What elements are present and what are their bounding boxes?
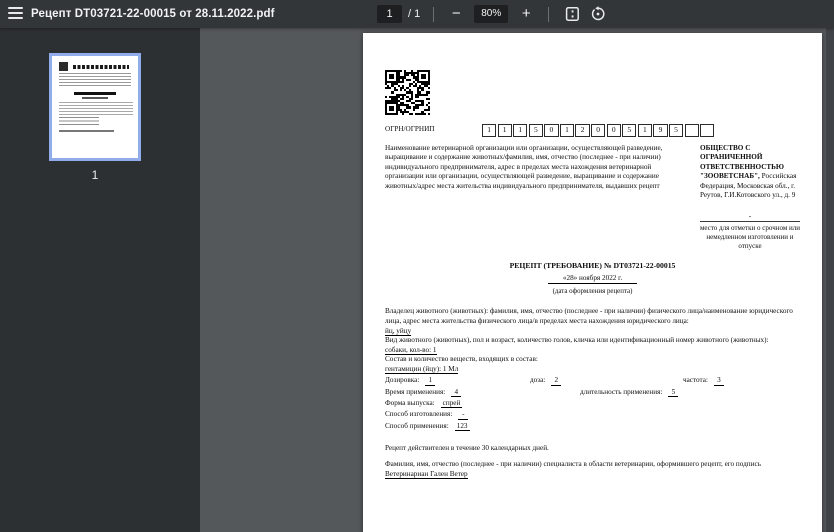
vertical-scrollbar[interactable] [826, 28, 834, 532]
thumbnail-subtitle-bar [82, 97, 108, 99]
specialist-line [385, 460, 802, 479]
prescription-body [385, 307, 802, 479]
organization-address: Российская Федерация, Московская обл., г. Реутов, Г.И.Котовского ул., д. 9 [700, 172, 797, 200]
ogrn-digit-cell [685, 124, 699, 137]
ogrn-digit-cell: 1 [498, 124, 512, 137]
document-viewport[interactable] [200, 28, 834, 532]
ogrn-label: ОГРН/ОГРНИП [385, 125, 435, 134]
organization-name: ОБЩЕСТВО С ОГРАНИЧЕННОЙ ОТВЕТСТВЕННОСТЬЮ "ЗООВЕТСНАБ", [700, 143, 785, 181]
page-thumbnail[interactable] [49, 53, 141, 161]
owner-label: Владелец животного (животных): фамилия, имя, отчество (последнее - при наличии) физического лица/наименование юридического лица, адрес места жительства физического лица/в пределах места нахождения юридического лица: [385, 307, 793, 325]
application-field: Способ применения: 123 [385, 421, 468, 430]
application-row [385, 422, 802, 432]
thumbnail-text-lines [59, 73, 131, 88]
dosage-field: Дозировка: 1 [385, 376, 435, 386]
qr-finder-top-right [417, 70, 430, 83]
hamburger-menu-icon[interactable] [8, 7, 24, 21]
owner-value: йц, уйцу [385, 326, 412, 335]
ogrn-digit-cell: 0 [544, 124, 558, 137]
zoom-level-display[interactable]: 80% [474, 5, 508, 23]
toolbar-divider [548, 7, 549, 22]
zoom-in-button[interactable]: + [521, 5, 531, 22]
toolbar-controls [377, 0, 614, 28]
form-row [385, 399, 802, 409]
thumbnail-page-preview [52, 56, 138, 158]
thumbnail-text-lines [59, 102, 133, 115]
composition-value: гентамицин (йцу): 1 Мл [385, 364, 459, 373]
dose-field: доза: 2 [530, 376, 561, 386]
ogrn-digit-cell: 1 [482, 124, 496, 137]
animal-value: собаки, кол-во: 1 [385, 345, 437, 354]
dosage-row [385, 376, 802, 386]
duration-field: длительность применения: 5 [580, 388, 678, 398]
urgent-rule [700, 221, 800, 222]
thumbnail-text-lines [59, 117, 99, 127]
organization-description: Наименование ветеринарной организации или организации, осуществляющей разведение, выращивание и содержание животных/фамилия, имя, отчество (последнее - при наличии) индивидуального предпринимателя, адрес в пределах места нахождения ветеринарной организации или организации, осуществляющей разведение, выращивание и содержание животных/адрес места жительства индивидуального предпринимателя, выдавших рецепт [385, 143, 663, 190]
page-number-input[interactable]: 1 [377, 5, 402, 23]
date-caption: (дата оформления рецепта) [552, 287, 633, 295]
frequency-value: 3 [714, 376, 724, 385]
qr-finder-bottom-left [385, 102, 398, 115]
composition-label: Состав и количество веществ, входящих в состав: [385, 355, 538, 364]
rotate-counterclockwise-icon[interactable] [588, 0, 608, 28]
dose-value: 2 [551, 376, 561, 385]
ogrn-digit-cell: 9 [653, 124, 667, 137]
organization-column [700, 144, 800, 252]
application-value: 123 [456, 421, 468, 430]
ogrn-digit-cell: 1 [513, 124, 527, 137]
document-title: Рецепт DT03721-22-00015 от 28.11.2022.pdf [31, 8, 275, 20]
duration-value: 5 [668, 388, 678, 397]
manufacture-field: Способ изготовления: - [385, 410, 468, 420]
thumbnail-digit-row [73, 65, 129, 69]
page-count-label: / 1 [408, 8, 421, 20]
urgent-mark-value: - [748, 212, 752, 221]
prescription-date: «28» ноября 2022 г. [363, 274, 822, 284]
pdf-toolbar [0, 0, 834, 28]
qr-finder-top-left [385, 70, 398, 83]
manufacture-value: - [458, 410, 468, 419]
thumbnail-sidebar [0, 28, 200, 532]
prescription-title: РЕЦЕПТ (ТРЕБОВАНИЕ) № DT03721-22-00015 [509, 261, 676, 271]
ogrn-digit-cell: 2 [575, 124, 589, 137]
thumbnail-title-bar [74, 92, 116, 95]
toolbar-divider [433, 7, 434, 22]
animal-label: Вид животного (животных), пол и возраст, количество голов, кличка или идентификационный номер животного (животных): [385, 336, 769, 345]
ogrn-digit-row [482, 124, 716, 137]
ogrn-digit-cell: 5 [669, 124, 683, 137]
pdf-page [363, 33, 822, 532]
time-row [385, 388, 802, 398]
ogrn-digit-cell: 5 [529, 124, 543, 137]
specialist-value: Ветеринариан Гален Ветер [385, 469, 468, 478]
manufacture-row [385, 410, 802, 420]
ogrn-digit-cell [700, 124, 714, 137]
dosage-value: 1 [425, 376, 435, 385]
urgent-note: место для отметки о срочном или немедленном изготовлении и отпуске [700, 224, 800, 251]
zoom-out-button[interactable]: − [451, 5, 461, 22]
thumbnail-qr-mark [59, 62, 68, 71]
validity-note: Рецепт действителен в течение 30 календарных дней. [385, 444, 549, 453]
qr-code [385, 70, 430, 115]
ogrn-digit-cell: 5 [622, 124, 636, 137]
ogrn-row [385, 124, 822, 137]
time-value: 4 [451, 388, 461, 397]
form-field: Форма выпуска: спрей [385, 399, 461, 408]
specialist-label: Фамилия, имя, отчество (последнее - при наличии) специалиста в области ветеринарии, оформившего рецепт, его подпись [385, 460, 761, 469]
frequency-field: частота: 3 [683, 376, 724, 386]
thumbnail-signature-line [59, 130, 114, 132]
ogrn-digit-cell: 0 [591, 124, 605, 137]
time-field: Время применения: 4 [385, 388, 461, 398]
fit-to-page-icon[interactable] [562, 0, 582, 28]
ogrn-digit-cell: 1 [638, 124, 652, 137]
header-columns [385, 144, 800, 252]
form-value: спрей [442, 399, 461, 408]
ogrn-digit-cell: 1 [560, 124, 574, 137]
ogrn-digit-cell: 0 [607, 124, 621, 137]
thumbnail-page-number: 1 [91, 168, 99, 182]
